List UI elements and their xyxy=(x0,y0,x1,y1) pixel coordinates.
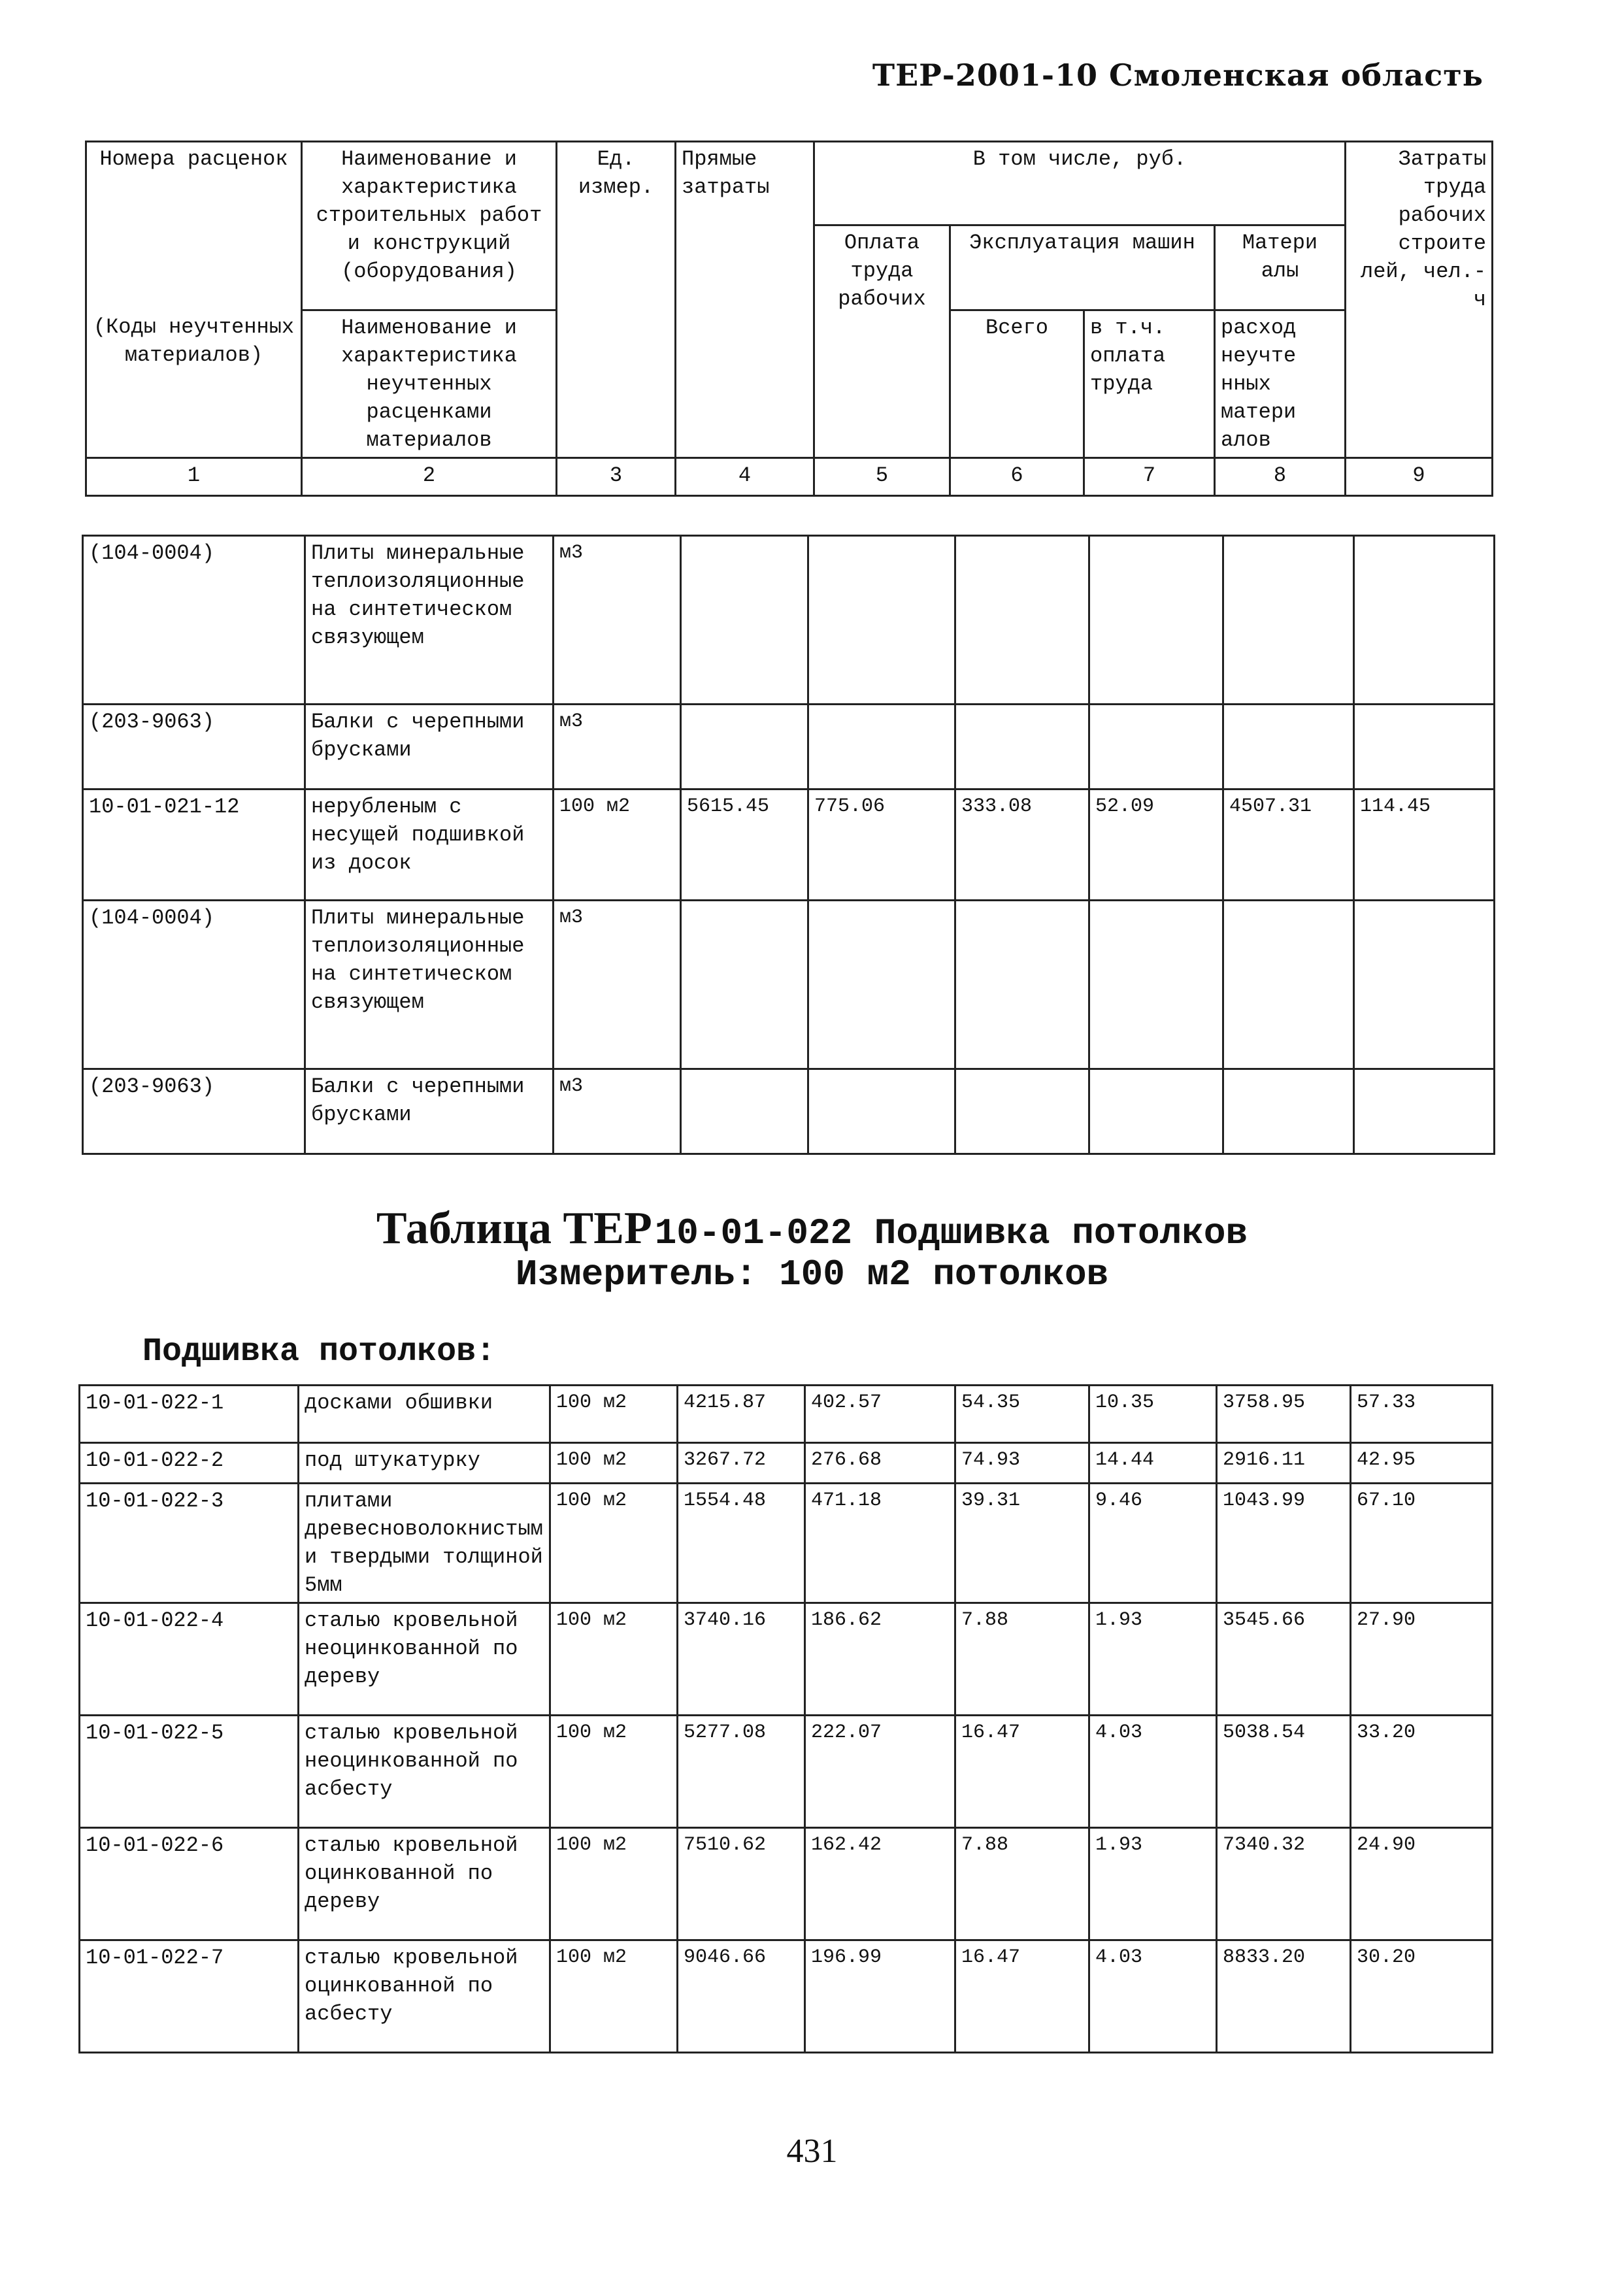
cell-name: Плиты минеральные теплоизоляционные на синтетическом связующем xyxy=(305,901,554,1069)
cell-unit: м3 xyxy=(554,1069,681,1154)
cell-labor: 27.90 xyxy=(1351,1603,1493,1716)
cell-direct xyxy=(681,705,808,790)
cell-direct: 4215.87 xyxy=(678,1386,805,1443)
cell-direct: 3267.72 xyxy=(678,1443,805,1484)
header-work-name: Наименование и характеристика строительных работ и конструкций (оборудования) xyxy=(302,142,557,310)
cell-mat: 1043.99 xyxy=(1217,1484,1351,1603)
cell-code: 10-01-022-2 xyxy=(80,1443,299,1484)
cell-unit: 100 м2 xyxy=(550,1386,678,1443)
header-machine-total: Всего xyxy=(950,310,1084,458)
cell-mach-wage: 1.93 xyxy=(1089,1828,1217,1940)
table-row xyxy=(80,1443,1493,1484)
cell-wage: 775.06 xyxy=(808,790,955,901)
header-rate-number: Номера расценок xyxy=(86,142,302,225)
col-number: 1 xyxy=(86,458,302,496)
cell-mat xyxy=(1223,536,1354,705)
cell-direct xyxy=(681,901,808,1069)
cell-code: (203-9063) xyxy=(83,705,305,790)
cell-name: под штукатурку xyxy=(299,1443,550,1484)
table-row xyxy=(80,1386,1493,1443)
cell-direct: 7510.62 xyxy=(678,1828,805,1940)
cell-wage: 276.68 xyxy=(805,1443,955,1484)
cell-code: 10-01-021-12 xyxy=(83,790,305,901)
col-number: 3 xyxy=(557,458,676,496)
table-row xyxy=(83,790,1495,901)
cell-mach: 7.88 xyxy=(955,1603,1089,1716)
cell-mach xyxy=(955,1069,1089,1154)
col-number: 7 xyxy=(1084,458,1215,496)
cell-mach-wage xyxy=(1089,536,1223,705)
cell-name: досками обшивки xyxy=(299,1386,550,1443)
header-unit: Ед. измер. xyxy=(557,142,676,458)
page-number: 431 xyxy=(786,2133,838,2170)
cell-name: Плиты минеральные теплоизоляционные на синтетическом связующем xyxy=(305,536,554,705)
cell-mach xyxy=(955,705,1089,790)
cell-labor: 57.33 xyxy=(1351,1386,1493,1443)
cell-mat: 8833.20 xyxy=(1217,1940,1351,2053)
cell-name: сталью кровельной оцинкованной по асбесту xyxy=(299,1940,550,2053)
column-header-table xyxy=(85,141,1493,497)
header-wage: Оплата труда рабочих xyxy=(814,225,950,458)
cell-wage: 162.42 xyxy=(805,1828,955,1940)
cell-unit: 100 м2 xyxy=(550,1716,678,1828)
cell-labor: 24.90 xyxy=(1351,1828,1493,1940)
cell-unit: 100 м2 xyxy=(550,1940,678,2053)
cell-mat xyxy=(1223,901,1354,1069)
cell-mach xyxy=(955,536,1089,705)
cell-unit: 100 м2 xyxy=(550,1828,678,1940)
col-number: 8 xyxy=(1215,458,1346,496)
cell-mach-wage: 9.46 xyxy=(1089,1484,1217,1603)
table-row xyxy=(80,1716,1493,1828)
cell-name: сталью кровельной неоцинкованной по дереву xyxy=(299,1603,550,1716)
cell-mat: 7340.32 xyxy=(1217,1828,1351,1940)
cell-wage xyxy=(808,536,955,705)
cell-labor xyxy=(1354,536,1495,705)
header-labor-costs: Затраты труда рабочих строите лей, чел.-ч xyxy=(1346,142,1493,458)
cell-code: (104-0004) xyxy=(83,536,305,705)
cell-mach-wage xyxy=(1089,705,1223,790)
cell-mat: 4507.31 xyxy=(1223,790,1354,901)
table-row xyxy=(80,1484,1493,1603)
cell-wage xyxy=(808,901,955,1069)
cell-code: (203-9063) xyxy=(83,1069,305,1154)
cell-direct xyxy=(681,536,808,705)
header-machine-operation: Эксплуатация машин xyxy=(950,225,1215,310)
table-title xyxy=(0,1203,1624,1255)
section-subheading: Подшивка потолков: xyxy=(142,1333,496,1371)
cell-mach-wage xyxy=(1089,1069,1223,1154)
cell-mach-wage: 14.44 xyxy=(1089,1443,1217,1484)
cell-unit: 100 м2 xyxy=(550,1484,678,1603)
cell-mat: 5038.54 xyxy=(1217,1716,1351,1828)
table-row xyxy=(83,705,1495,790)
rates-table-10-01-021 xyxy=(82,535,1495,1155)
cell-mach: 54.35 xyxy=(955,1386,1089,1443)
cell-code: 10-01-022-7 xyxy=(80,1940,299,2053)
cell-labor: 42.95 xyxy=(1351,1443,1493,1484)
col-number: 9 xyxy=(1346,458,1493,496)
cell-mat: 2916.11 xyxy=(1217,1443,1351,1484)
cell-code: 10-01-022-6 xyxy=(80,1828,299,1940)
cell-mach-wage: 52.09 xyxy=(1089,790,1223,901)
table-row xyxy=(83,536,1495,705)
table-row xyxy=(80,1940,1493,2053)
cell-mat xyxy=(1223,705,1354,790)
header-materials: Матери алы xyxy=(1215,225,1346,310)
cell-direct: 5615.45 xyxy=(681,790,808,901)
header-including: В том числе, руб. xyxy=(814,142,1346,225)
cell-code: 10-01-022-5 xyxy=(80,1716,299,1828)
table-row xyxy=(80,1603,1493,1716)
cell-name: сталью кровельной неоцинкованной по асбесту xyxy=(299,1716,550,1828)
cell-name: плитами древесноволокнистыми твердыми толщиной 5мм xyxy=(299,1484,550,1603)
header-unaccounted-name: Наименование и характеристика неучтенных расценками материалов xyxy=(302,310,557,458)
cell-labor xyxy=(1354,1069,1495,1154)
cell-labor: 30.20 xyxy=(1351,1940,1493,2053)
cell-unit: м3 xyxy=(554,536,681,705)
cell-wage: 222.07 xyxy=(805,1716,955,1828)
cell-mach: 74.93 xyxy=(955,1443,1089,1484)
cell-code: 10-01-022-3 xyxy=(80,1484,299,1603)
col-number: 6 xyxy=(950,458,1084,496)
cell-mach-wage: 4.03 xyxy=(1089,1716,1217,1828)
table-row xyxy=(80,1828,1493,1940)
cell-mat: 3545.66 xyxy=(1217,1603,1351,1716)
col-number: 5 xyxy=(814,458,950,496)
table-title-name: 10-01-022 Подшивка потолков xyxy=(654,1212,1248,1254)
header-empty xyxy=(86,225,302,310)
cell-wage: 402.57 xyxy=(805,1386,955,1443)
cell-direct xyxy=(681,1069,808,1154)
cell-wage: 471.18 xyxy=(805,1484,955,1603)
cell-mach xyxy=(955,901,1089,1069)
cell-mach: 16.47 xyxy=(955,1716,1089,1828)
cell-code: 10-01-022-1 xyxy=(80,1386,299,1443)
cell-labor xyxy=(1354,705,1495,790)
cell-direct: 1554.48 xyxy=(678,1484,805,1603)
cell-unit: м3 xyxy=(554,705,681,790)
cell-mat xyxy=(1223,1069,1354,1154)
cell-name: нерубленым с несущей подшивкой из досок xyxy=(305,790,554,901)
cell-wage xyxy=(808,1069,955,1154)
cell-labor: 33.20 xyxy=(1351,1716,1493,1828)
cell-code: 10-01-022-4 xyxy=(80,1603,299,1716)
cell-labor xyxy=(1354,901,1495,1069)
cell-mat: 3758.95 xyxy=(1217,1386,1351,1443)
cell-mach-wage xyxy=(1089,901,1223,1069)
rates-table-10-01-022 xyxy=(78,1384,1493,2053)
cell-unit: 100 м2 xyxy=(550,1443,678,1484)
col-number: 2 xyxy=(302,458,557,496)
table-row xyxy=(83,901,1495,1069)
cell-labor: 67.10 xyxy=(1351,1484,1493,1603)
cell-mach-wage: 4.03 xyxy=(1089,1940,1217,2053)
cell-mach: 16.47 xyxy=(955,1940,1089,2053)
cell-direct: 3740.16 xyxy=(678,1603,805,1716)
header-unaccounted-codes: (Коды неучтенных материалов) xyxy=(86,310,302,458)
table-title-prefix: Таблица ТЕР xyxy=(376,1203,652,1254)
cell-unit: 100 м2 xyxy=(550,1603,678,1716)
col-number: 4 xyxy=(676,458,814,496)
cell-wage: 186.62 xyxy=(805,1603,955,1716)
cell-mach: 7.88 xyxy=(955,1828,1089,1940)
cell-wage: 196.99 xyxy=(805,1940,955,2053)
header-unaccounted-consumption: расход неучте нных матери алов xyxy=(1215,310,1346,458)
header-direct-costs: Прямые затраты xyxy=(676,142,814,458)
cell-direct: 9046.66 xyxy=(678,1940,805,2053)
cell-direct: 5277.08 xyxy=(678,1716,805,1828)
cell-labor: 114.45 xyxy=(1354,790,1495,901)
cell-name: Балки с черепными брусками xyxy=(305,705,554,790)
table-meter: Измеритель: 100 м2 потолков xyxy=(515,1254,1109,1295)
running-header: ТЕР-2001-10 Смоленская область xyxy=(872,58,1483,93)
cell-mach-wage: 10.35 xyxy=(1089,1386,1217,1443)
header-machine-wage: в т.ч. оплата труда xyxy=(1084,310,1215,458)
cell-name: Балки с черепными брусками xyxy=(305,1069,554,1154)
cell-unit: м3 xyxy=(554,901,681,1069)
cell-wage xyxy=(808,705,955,790)
cell-name: сталью кровельной оцинкованной по дереву xyxy=(299,1828,550,1940)
cell-mach-wage: 1.93 xyxy=(1089,1603,1217,1716)
cell-mach: 39.31 xyxy=(955,1484,1089,1603)
cell-unit: 100 м2 xyxy=(554,790,681,901)
cell-code: (104-0004) xyxy=(83,901,305,1069)
cell-mach: 333.08 xyxy=(955,790,1089,901)
table-row xyxy=(83,1069,1495,1154)
